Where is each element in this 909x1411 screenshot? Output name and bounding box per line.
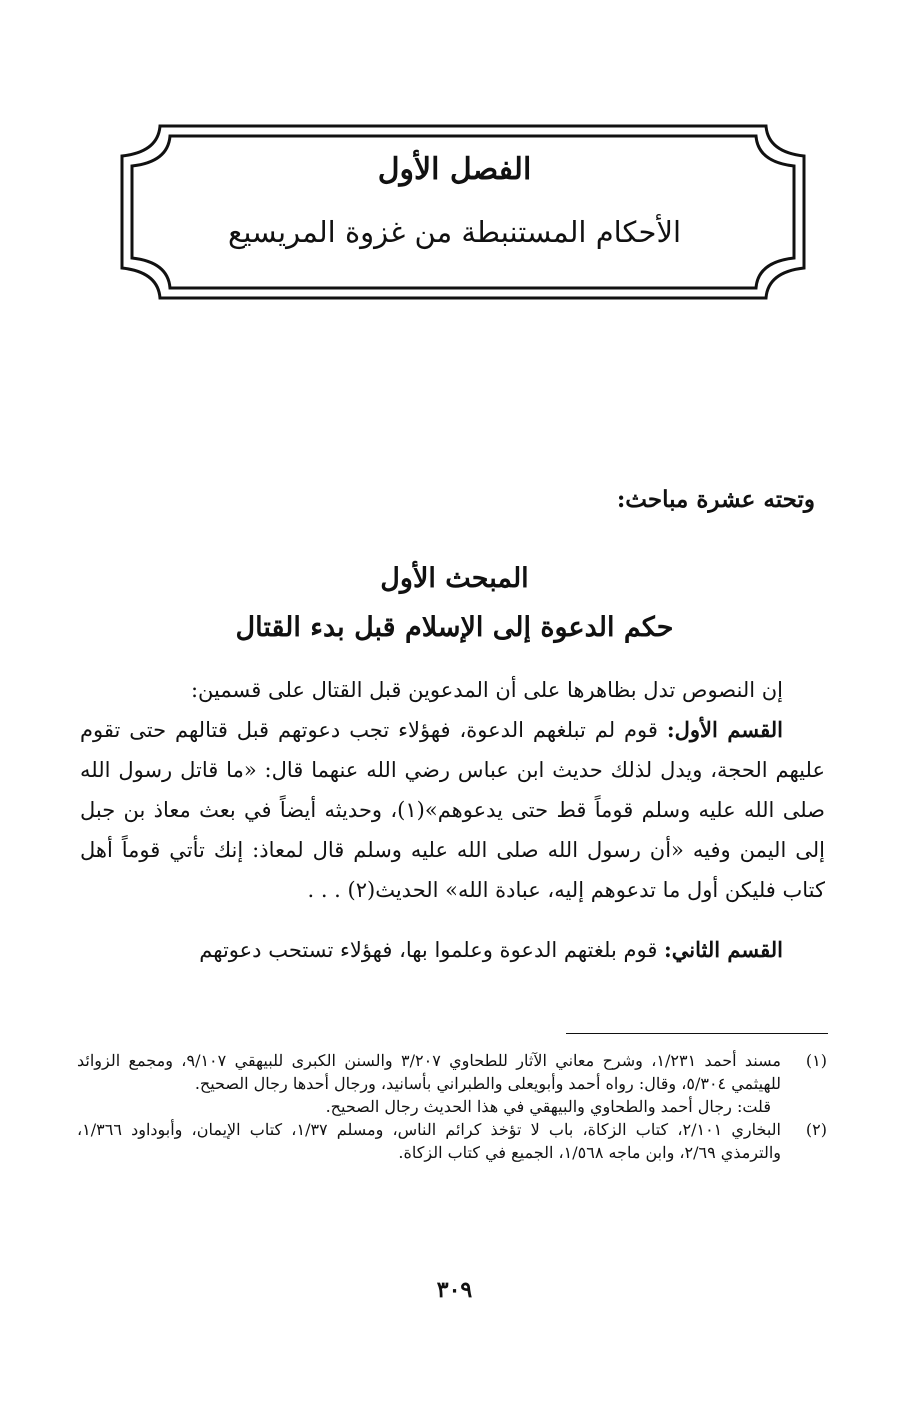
- footnote-note: قلت: رجال أحمد والطحاوي والبيهقي في هذا الحديث رجال الصحيح.: [325, 1097, 771, 1116]
- paragraph-intro: إن النصوص تدل بظاهرها على أن المدعوين قبل القتال على قسمين:: [190, 678, 783, 702]
- footnote-text: البخاري ٢/١٠١، كتاب الزكاة، باب لا تؤخذ كرائم الناس، ومسلم ١/٣٧، كتاب الإيمان، وأبوداود ١/٣٦٦، والترمذي ٢/٦٩، وابن ماجه ١/٥٦٨، الجميع في كتاب الزكاة.: [77, 1120, 782, 1162]
- chapter-subtitle: الأحكام المستنبطة من غزوة المريسيع: [227, 215, 682, 249]
- second-category-label: القسم الثاني:: [664, 937, 783, 962]
- chapter-frame: [118, 122, 808, 302]
- first-category-text: قوم لم تبلغهم الدعوة، فهؤلاء تجب دعوتهم قبل قتالهم حتى تقوم عليهم الحجة، ويدل لذلك حديث ابن عباس رضي الله عنهما قال: «ما قاتل رسول الله صلى الله عليه وسلم قوماً قط حتى يدعوهم»(١)، وحديثه أيضاً في بعث معاذ بن جبل إلى اليمن وفيه «أن رسول الله صلى الله عليه وسلم قال لمعاذ: إنك تأتي قوماً أهل كتاب فليكن أول ما تدعوهم إليه، عبادة الله» الحديث(٢) . . .: [80, 718, 825, 902]
- footnote-text: مسند أحمد ١/٢٣١، وشرح معاني الآثار للطحاوي ٣/٢٠٧ والسنن الكبرى للبيهقي ٩/١٠٧، ومجمع الزوائد للهيثمي ٥/٣٠٤، وقال: رواه أحمد وأبويعلى والطبراني بأسانيد، ورجال أحدها رجال الصحيح.: [77, 1051, 781, 1093]
- footnote-number: (٢): [805, 1120, 827, 1139]
- intro-line: وتحته عشرة مباحث:: [616, 486, 815, 513]
- footnote-number: (١): [805, 1051, 827, 1070]
- second-category-text: قوم بلغتهم الدعوة وعلموا بها، فهؤلاء تستحب دعوتهم: [199, 938, 665, 962]
- paragraph-first-category: [80, 710, 825, 910]
- footnote: [77, 1049, 827, 1095]
- chapter-title: الفصل الأول: [377, 152, 532, 187]
- section-subtitle: حكم الدعوة إلى الإسلام قبل بدء القتال: [235, 612, 674, 643]
- body-text: [80, 670, 825, 970]
- section-title: المبحث الأول: [380, 563, 529, 594]
- footnote: [77, 1118, 827, 1164]
- page-number: ٣٠٩: [436, 1277, 473, 1303]
- paragraph-second-category: [80, 930, 825, 970]
- first-category-label: القسم الأول:: [666, 717, 783, 742]
- frame-border: [118, 122, 808, 302]
- footnote-separator: [566, 1033, 828, 1034]
- footnotes: [77, 1049, 827, 1164]
